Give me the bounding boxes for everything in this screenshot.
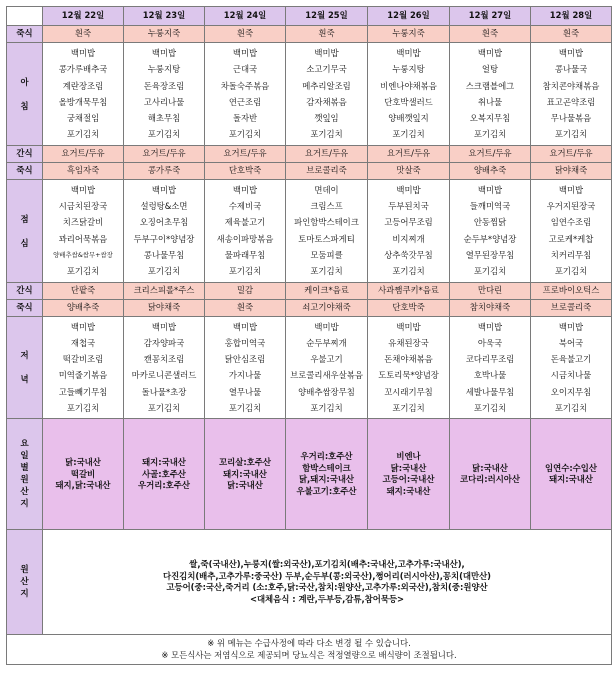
- lunch-dish: 치커리무침: [550, 249, 592, 260]
- origin-line: 우거리:호주산: [300, 451, 353, 462]
- porridge-cell: 흰죽: [43, 26, 124, 43]
- general-origin-text: [43, 530, 612, 635]
- dinner-dish: 유채된장국: [388, 337, 429, 348]
- lunch-row: [7, 179, 612, 282]
- porridge-row-label: 죽식: [7, 26, 43, 43]
- dinner-dish: 포기김치: [473, 403, 507, 414]
- origin-line: 닭:국내산: [472, 462, 508, 473]
- dinner-dish: 양배추쌈장무침: [298, 386, 355, 397]
- lunch-dish: 물파래무침: [224, 249, 266, 260]
- lunch-cell: [286, 179, 368, 282]
- porridge-cell: 흑임자죽: [43, 162, 124, 179]
- dinner-dish: 고들빼기무침: [58, 386, 108, 397]
- lunch-cell: [450, 179, 531, 282]
- lunch-dish: 포기김치: [228, 266, 262, 277]
- dinner-dish: 백미밥: [477, 321, 503, 332]
- lunch-dish: 비지찌개: [392, 233, 425, 244]
- breakfast-dish: 비엔나야채볶음: [380, 80, 437, 91]
- porridge-cell: 흰죽: [286, 26, 368, 43]
- date-header: 12월 27일: [450, 7, 531, 26]
- breakfast-porridge-row: [7, 26, 612, 43]
- date-header-row: [7, 7, 612, 26]
- origin-line: 함박스테이크: [302, 462, 351, 473]
- breakfast-dish: 포기김치: [554, 129, 588, 140]
- breakfast-dish: 포기김치: [473, 129, 507, 140]
- dinner-dish: 닭안심조림: [224, 354, 266, 365]
- origin-line: 코다리:러시아산: [460, 474, 520, 485]
- porridge-cell: 브로콜리죽: [531, 299, 612, 316]
- snack-cell: 요거트/두유: [286, 145, 368, 162]
- lunch-cell: [368, 179, 450, 282]
- dinner-dish: 열무나물: [228, 386, 262, 397]
- lunch-dish: 우거지된장국: [546, 201, 596, 212]
- lunch-dish: 오징어초무침: [139, 217, 189, 228]
- date-header: 12월 23일: [124, 7, 205, 26]
- porridge-cell: 닭야채죽: [531, 162, 612, 179]
- origin-line: 돼지:국내산: [142, 456, 186, 467]
- breakfast-dish: 백미밥: [314, 48, 339, 58]
- origin-cell: [531, 419, 612, 530]
- breakfast-cell: [205, 43, 286, 146]
- dinner-dish: 포기김치: [392, 403, 425, 414]
- lunch-dish: 백미밥: [232, 184, 258, 195]
- origin-line: 닭:국내산: [65, 456, 101, 467]
- origin-line: 우불고기:호주산: [296, 485, 357, 496]
- dinner-dish: 순두부찌개: [306, 337, 347, 348]
- dinner-dish: 돈채야채볶음: [384, 354, 433, 365]
- lunch-dish: 고등어무조림: [384, 217, 433, 228]
- breakfast-dish: 포기김치: [228, 129, 262, 140]
- general-origin-label: 원 산 지: [7, 530, 43, 635]
- snack-row-label: 간식: [7, 145, 43, 162]
- lunch-dish: 제육불고기: [224, 217, 266, 228]
- breakfast-dish: 소고기무국: [306, 64, 347, 75]
- dinner-dish: 캔꽁치조림: [143, 354, 185, 365]
- general-origin-line: 쌀,죽(국내산),누룽지(쌀:외국산),포기김치(배추:국내산,고추가루:국내산),: [189, 559, 465, 570]
- breakfast-dish: 취나물: [477, 96, 503, 107]
- dinner-dish: 코다리무조림: [465, 354, 515, 365]
- porridge-cell: 누룽지죽: [124, 26, 205, 43]
- lunch-porridge-row: [7, 162, 612, 179]
- dinner-dish: 백미밥: [314, 321, 339, 332]
- breakfast-dish: 백미밥: [151, 48, 177, 58]
- breakfast-cell: [531, 43, 612, 146]
- porridge-cell: 양배추죽: [450, 162, 531, 179]
- daily-origin-row: [7, 419, 612, 530]
- daily-origin-label: 요 일 별 원 산 지: [7, 419, 43, 530]
- dinner-dish: 포기김치: [310, 403, 343, 414]
- breakfast-dish: 단호박샐러드: [384, 96, 433, 107]
- snack-cell: 만다린: [450, 282, 531, 299]
- origin-line: 닭,돼지:국내산: [298, 474, 355, 485]
- breakfast-dish: 돈육장조림: [143, 80, 185, 91]
- dinner-dish: 포기김치: [66, 403, 100, 414]
- breakfast-dish: 해초무침: [147, 113, 181, 124]
- breakfast-row-label: 아 침: [7, 43, 43, 146]
- dinner-cell: [286, 316, 368, 419]
- porridge-cell: 흰죽: [531, 26, 612, 43]
- lunch-dish: 수제비국: [228, 201, 262, 212]
- dinner-dish: 아욱국: [477, 337, 503, 348]
- lunch-dish: 임연수조림: [550, 217, 592, 228]
- snack-cell: 요거트/두유: [205, 145, 286, 162]
- lunch-dish: 포기김치: [147, 266, 181, 277]
- dinner-row-label: 저 녁: [7, 316, 43, 419]
- lunch-dish: 순두부*양념장: [463, 233, 517, 244]
- snack-cell: 프로바이오틱스: [531, 282, 612, 299]
- porridge-cell: 참치야채죽: [450, 299, 531, 316]
- origin-line: 돼지,닭:국내산: [55, 480, 111, 491]
- dinner-cell: [205, 316, 286, 419]
- breakfast-dish: 얼탕: [481, 64, 499, 75]
- lunch-dish: 새송이파망볶음: [216, 233, 274, 244]
- lunch-dish: 시금치된장국: [58, 201, 108, 212]
- dinner-dish: 시금치나물: [550, 370, 592, 381]
- porridge-cell: 단호박죽: [368, 299, 450, 316]
- lunch-dish: 양배추쌈&쌈무+쌈장: [53, 250, 113, 259]
- lunch-dish: 포기김치: [66, 266, 100, 277]
- breakfast-dish: 백미밥: [558, 48, 584, 58]
- breakfast-dish: 깻잎임: [314, 113, 339, 124]
- snack-cell: 요거트/두유: [368, 145, 450, 162]
- breakfast-cell: [450, 43, 531, 146]
- breakfast-dish: 콩가루배추국: [58, 64, 108, 75]
- dinner-dish: 미역줄기볶음: [58, 370, 108, 381]
- dinner-dish: 감자양파국: [143, 337, 185, 348]
- date-header: 12월 24일: [205, 7, 286, 26]
- origin-cell: [205, 419, 286, 530]
- lunch-dish: 포기김치: [473, 266, 507, 277]
- afternoon-snack-row: [7, 282, 612, 299]
- origin-line: 돼지:국내산: [549, 474, 593, 485]
- porridge-cell: 단호박죽: [205, 162, 286, 179]
- breakfast-dish: 계란장조림: [62, 80, 104, 91]
- breakfast-dish: 포기김치: [147, 129, 181, 140]
- lunch-dish: 안동찜닭: [473, 217, 507, 228]
- porridge-cell: 브로콜리죽: [286, 162, 368, 179]
- snack-cell: 단팥죽: [43, 282, 124, 299]
- lunch-row-label: 점 심: [7, 179, 43, 282]
- dinner-row: [7, 316, 612, 419]
- lunch-dish: 포기김치: [554, 266, 588, 277]
- porridge-cell: 흰죽: [450, 26, 531, 43]
- header-corner: [7, 7, 43, 26]
- breakfast-dish: 백미밥: [70, 48, 96, 58]
- breakfast-dish: 올방개묵무침: [58, 96, 108, 107]
- origin-line: 고등어:국내산: [382, 474, 435, 485]
- snack-cell: 크리스피롤*주스: [124, 282, 205, 299]
- porridge-cell: 쇠고기야채죽: [286, 299, 368, 316]
- lunch-dish: 두부구이*양념장: [133, 233, 195, 244]
- general-origin-line: <대체음식 : 계란,두부등,감튜,참어묵등>: [249, 593, 405, 604]
- breakfast-dish: 돌자반: [232, 113, 258, 124]
- dinner-dish: 우불고기: [310, 354, 343, 365]
- breakfast-dish: 참치콘야채볶음: [542, 80, 600, 91]
- dinner-cell: [43, 316, 124, 419]
- breakfast-dish: 근대국: [232, 64, 258, 75]
- dinner-dish: 세발나물무침: [465, 386, 515, 397]
- note-line: ※ 모든식사는 저염식으로 제공되며 당뇨식은 적정열량으로 배식량이 조절됩니다.: [161, 649, 457, 660]
- dinner-cell: [450, 316, 531, 419]
- breakfast-dish: 연근조림: [228, 96, 262, 107]
- dinner-dish: 홍합미역국: [224, 337, 266, 348]
- porridge-cell: 누룽지죽: [368, 26, 450, 43]
- date-header: 12월 26일: [368, 7, 450, 26]
- snack-cell: 요거트/두유: [124, 145, 205, 162]
- lunch-dish: 열무된장무침: [465, 249, 515, 260]
- breakfast-dish: 감자채볶음: [306, 96, 347, 107]
- porridge-cell: 닭야채죽: [124, 299, 205, 316]
- lunch-dish: 치즈닭갈비: [62, 217, 104, 228]
- lunch-dish: 들깨미역국: [469, 201, 511, 212]
- dinner-dish: 브로콜리새우살볶음: [290, 370, 363, 381]
- porridge-row-label: 죽식: [7, 162, 43, 179]
- date-header: 12월 25일: [286, 7, 368, 26]
- origin-line: 돼지:국내산: [386, 485, 431, 496]
- breakfast-dish: 무나물볶음: [550, 113, 592, 124]
- breakfast-dish: 콩나물국: [554, 64, 588, 75]
- breakfast-dish: 스크램블에그: [465, 80, 515, 91]
- dinner-dish: 백미밥: [396, 321, 421, 332]
- lunch-dish: 모둠피클: [310, 249, 343, 260]
- notes-row: [7, 635, 612, 665]
- breakfast-dish: 누룽지탕: [392, 64, 425, 75]
- snack-cell: 케이크*음료: [286, 282, 368, 299]
- lunch-dish: 백미밥: [396, 184, 421, 195]
- origin-cell: [43, 419, 124, 530]
- dinner-dish: 포기김치: [147, 403, 181, 414]
- general-origin-line: 고등어(중:국산,죽거리 (소:호주,닭:국산,참치:원양산,고추가루:외국산),참치(중:원양산: [166, 582, 488, 593]
- porridge-cell: 흰죽: [205, 26, 286, 43]
- lunch-dish: 상추쑥갓무침: [384, 249, 433, 260]
- origin-line: 돼지:국내산: [223, 468, 267, 479]
- breakfast-cell: [124, 43, 205, 146]
- breakfast-cell: [368, 43, 450, 146]
- breakfast-dish: 백미밥: [396, 48, 421, 58]
- breakfast-dish: 고사리나물: [143, 96, 185, 107]
- dinner-dish: 도토리묵*양념장: [378, 370, 439, 381]
- origin-line: 닭:국내산: [227, 480, 263, 491]
- dinner-dish: 떡갈비조림: [62, 354, 104, 365]
- origin-line: 우거리:호주산: [138, 480, 190, 491]
- breakfast-dish: 표고곤약조림: [546, 96, 596, 107]
- origin-line: 비엔나: [396, 451, 421, 462]
- dinner-dish: 돌나물*초장: [141, 386, 187, 397]
- dinner-cell: [124, 316, 205, 419]
- lunch-dish: 파인함박스테이크: [294, 217, 359, 228]
- lunch-dish: 설렁탕&소면: [140, 201, 188, 212]
- breakfast-dish: 궁채절임: [66, 113, 100, 124]
- morning-snack-row: [7, 145, 612, 162]
- origin-line: 꼬리살:호주산: [219, 456, 271, 467]
- snack-row-label: 간식: [7, 282, 43, 299]
- dinner-cell: [368, 316, 450, 419]
- dinner-dish: 포기김치: [554, 403, 588, 414]
- lunch-cell: [124, 179, 205, 282]
- breakfast-cell: [286, 43, 368, 146]
- porridge-cell: 콩가루죽: [124, 162, 205, 179]
- breakfast-dish: 오복지무침: [469, 113, 511, 124]
- dinner-dish: 백미밥: [232, 321, 258, 332]
- origin-cell: [368, 419, 450, 530]
- dinner-porridge-row: [7, 299, 612, 316]
- breakfast-cell: [43, 43, 124, 146]
- lunch-cell: [205, 179, 286, 282]
- lunch-dish: 백미밥: [477, 184, 503, 195]
- porridge-cell: 맛살죽: [368, 162, 450, 179]
- origin-cell: [124, 419, 205, 530]
- lunch-dish: 두부된치국: [388, 201, 429, 212]
- breakfast-dish: 포기김치: [392, 129, 425, 140]
- dinner-dish: 마카로니콘샐러드: [131, 370, 197, 381]
- lunch-dish: 포기김치: [392, 266, 425, 277]
- porridge-cell: 양배추죽: [43, 299, 124, 316]
- snack-cell: 사과쨈쿠키*음료: [368, 282, 450, 299]
- origin-line: 임연수:수입산: [545, 462, 597, 473]
- snack-cell: 밀감: [205, 282, 286, 299]
- lunch-dish: 백미밥: [558, 184, 584, 195]
- dinner-dish: 오이지무침: [550, 386, 592, 397]
- porridge-row-label: 죽식: [7, 299, 43, 316]
- general-origin-row: [7, 530, 612, 635]
- weekly-menu-table: [6, 6, 612, 665]
- dinner-dish: 백미밥: [70, 321, 96, 332]
- lunch-dish: 토마토스파게티: [298, 233, 355, 244]
- dinner-dish: 꼬시래기무침: [384, 386, 433, 397]
- note-line: ※ 위 메뉴는 수급사정에 따라 다소 변경 될 수 있습니다.: [207, 638, 411, 649]
- breakfast-dish: 포기김치: [310, 129, 343, 140]
- breakfast-row: [7, 43, 612, 146]
- lunch-dish: 크림스프: [310, 201, 343, 212]
- dinner-dish: 호박나물: [473, 370, 507, 381]
- lunch-dish: 백미밥: [151, 184, 177, 195]
- breakfast-dish: 백미밥: [477, 48, 503, 58]
- dinner-dish: 돈육불고기: [550, 354, 592, 365]
- date-header: 12월 28일: [531, 7, 612, 26]
- lunch-dish: 꽈리어묵볶음: [58, 233, 108, 244]
- origin-cell: [450, 419, 531, 530]
- lunch-dish: 콩나물무침: [143, 249, 185, 260]
- origin-line: 떡갈비: [70, 468, 96, 479]
- lunch-dish: 면데이: [314, 184, 339, 195]
- dinner-dish: 재첩국: [70, 337, 96, 348]
- breakfast-dish: 차돌숙주볶음: [220, 80, 270, 91]
- dinner-dish: 백미밥: [151, 321, 177, 332]
- origin-cell: [286, 419, 368, 530]
- dinner-dish: 포기김치: [228, 403, 262, 414]
- porridge-cell: 흰죽: [205, 299, 286, 316]
- snack-cell: 요거트/두유: [450, 145, 531, 162]
- lunch-cell: [531, 179, 612, 282]
- snack-cell: 요거트/두유: [43, 145, 124, 162]
- notes-text: [7, 635, 612, 665]
- breakfast-dish: 백미밥: [232, 48, 258, 58]
- dinner-cell: [531, 316, 612, 419]
- lunch-dish: 백미밥: [70, 184, 96, 195]
- lunch-cell: [43, 179, 124, 282]
- lunch-dish: 고로케*케찹: [548, 233, 594, 244]
- breakfast-dish: 포기김치: [66, 129, 100, 140]
- snack-cell: 요거트/두유: [531, 145, 612, 162]
- lunch-dish: 포기김치: [310, 266, 343, 277]
- dinner-dish: 북어국: [558, 337, 584, 348]
- breakfast-dish: 메추리알조림: [302, 80, 351, 91]
- general-origin-line: 다진김치(배추,고추가루:중국산) 두부,순두부(콩:외국산),쩡어리(러시아산),꽁치(대만산): [162, 570, 492, 581]
- origin-line: 사골:호주산: [142, 468, 186, 479]
- origin-line: 닭:국내산: [390, 462, 427, 473]
- breakfast-dish: 양배깻잎지: [388, 113, 429, 124]
- date-header: 12월 22일: [43, 7, 124, 26]
- breakfast-dish: 누룽지탕: [147, 64, 181, 75]
- dinner-dish: 가지나물: [228, 370, 262, 381]
- dinner-dish: 백미밥: [558, 321, 584, 332]
